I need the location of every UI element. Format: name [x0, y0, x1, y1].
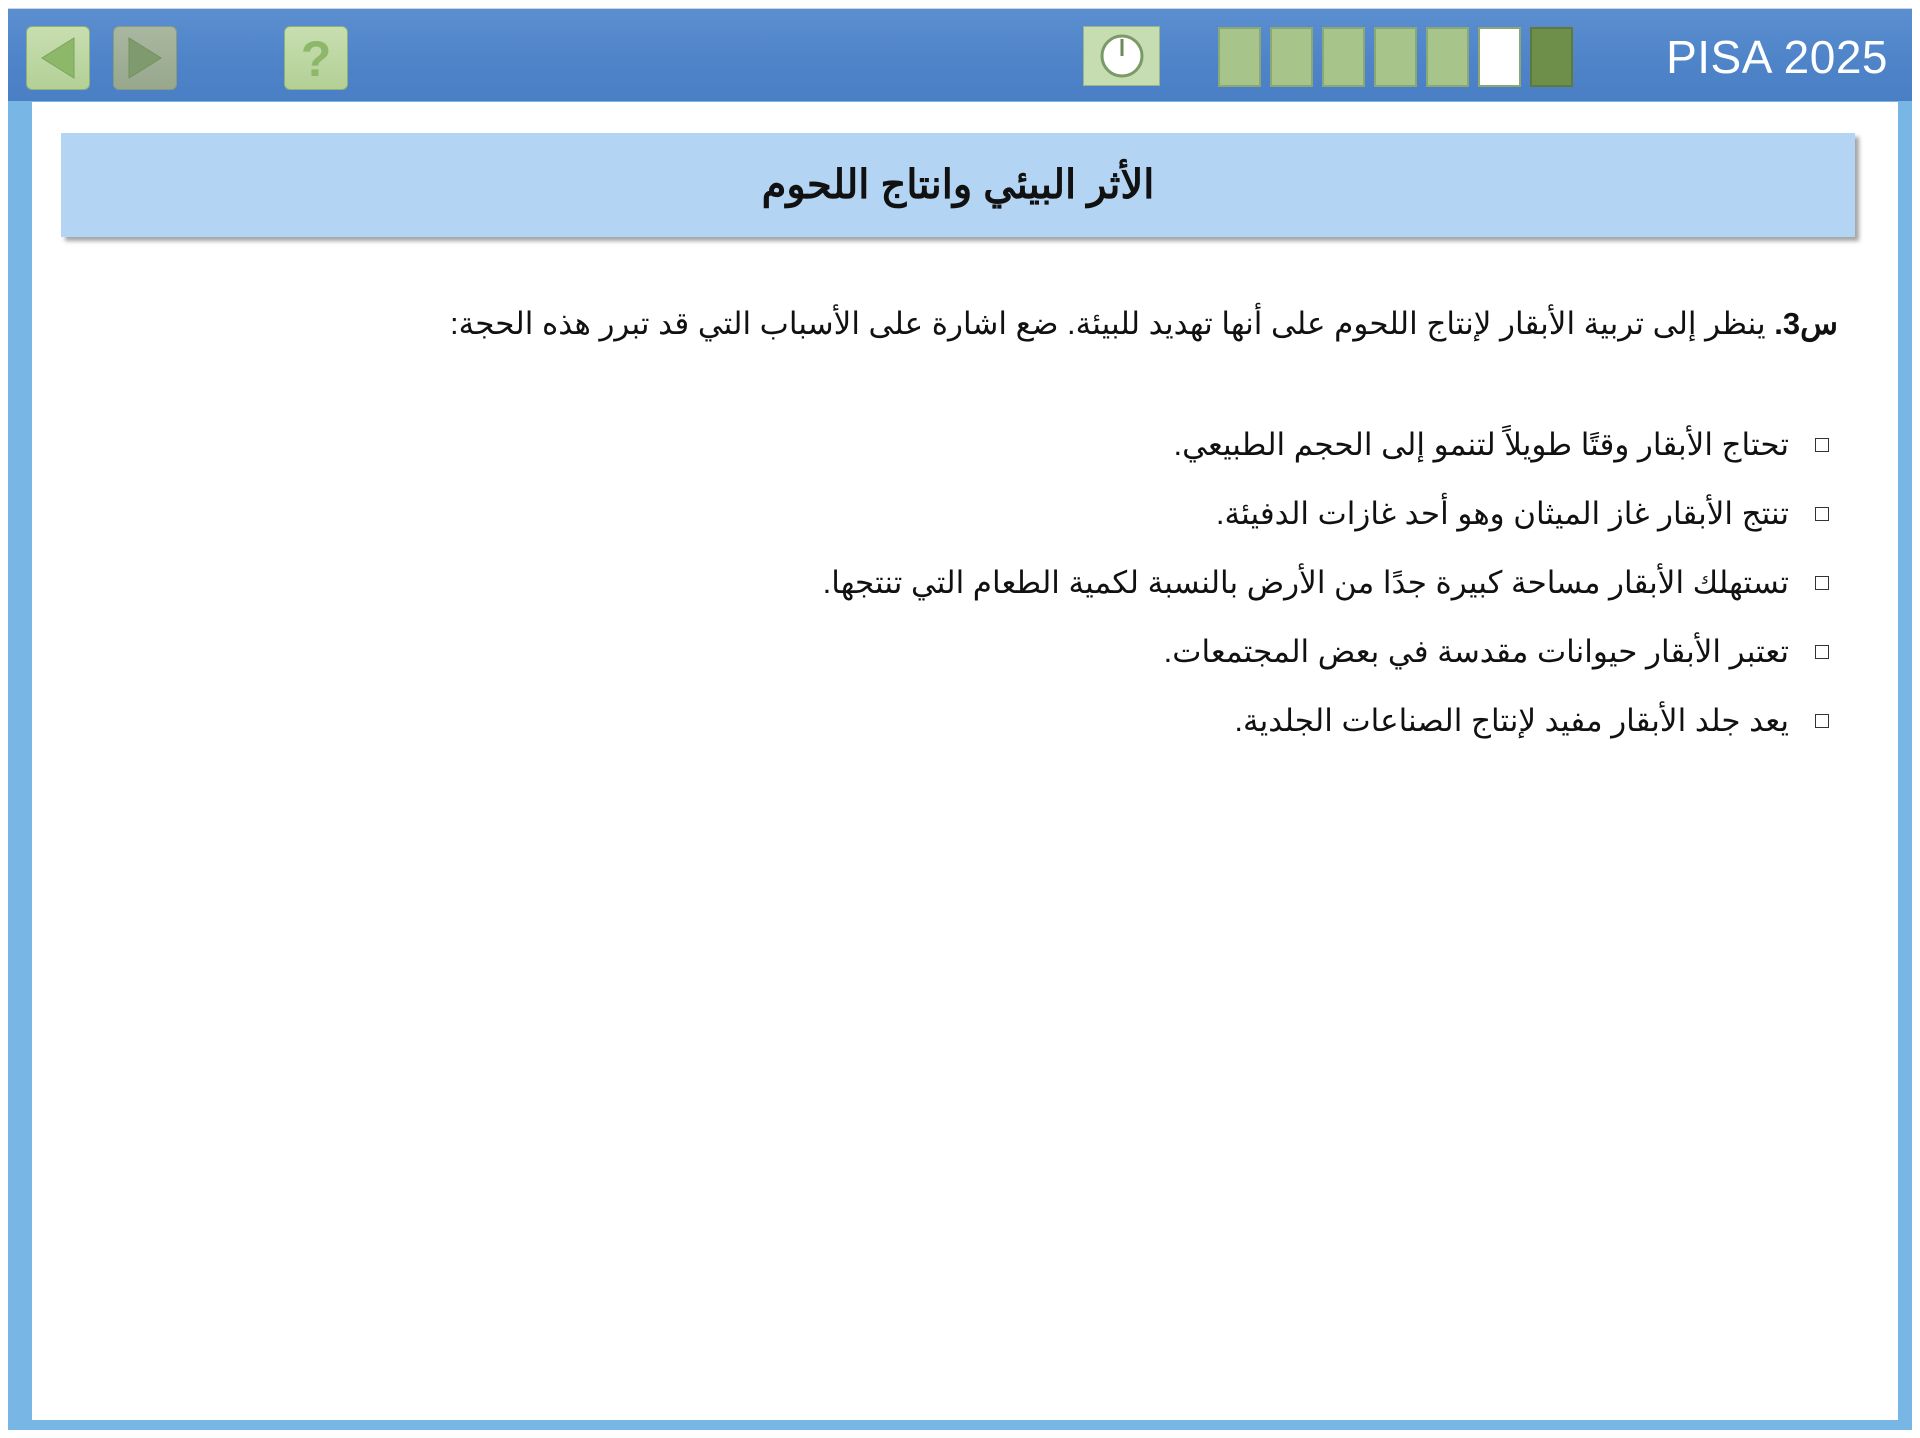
question-number: س3.	[1774, 306, 1838, 341]
checkbox[interactable]	[1815, 576, 1829, 590]
timer-button[interactable]	[1083, 26, 1160, 86]
answer-option[interactable]	[429, 410, 1829, 479]
answer-option-label: تستهلك الأبقار مساحة كبيرة جدًا من الأرض بالنسبة لكمية الطعام التي تنتجها.	[822, 564, 1789, 600]
answer-option[interactable]	[429, 617, 1829, 686]
checkbox[interactable]	[1815, 507, 1829, 521]
forward-button[interactable]	[113, 26, 177, 90]
progress-step-2	[1270, 27, 1313, 87]
back-button[interactable]	[26, 26, 90, 90]
triangle-left-icon	[36, 34, 80, 82]
answer-options	[429, 410, 1829, 755]
question-prompt	[238, 296, 1838, 352]
help-button[interactable]	[284, 26, 348, 90]
question-text: ينظر إلى تربية الأبقار لإنتاج اللحوم على أنها تهديد للبيئة. ضع اشارة على الأسباب التي قد تبرر هذه الحجة:	[450, 306, 1775, 341]
checkbox[interactable]	[1815, 645, 1829, 659]
answer-option-label: تحتاج الأبقار وقتًا طويلاً لتنمو إلى الحجم الطبيعي.	[1173, 426, 1789, 462]
answer-option-label: يعد جلد الأبقار مفيد لإنتاج الصناعات الجلدية.	[1234, 702, 1789, 738]
question-mark-icon: ?	[300, 31, 332, 87]
progress-step-6	[1478, 27, 1521, 87]
progress-step-5	[1426, 27, 1469, 87]
progress-step-4	[1374, 27, 1417, 87]
checkbox[interactable]	[1815, 714, 1829, 728]
clock-icon	[1099, 33, 1145, 79]
answer-option[interactable]	[429, 479, 1829, 548]
answer-option[interactable]	[429, 686, 1829, 755]
answer-option-label: تنتج الأبقار غاز الميثان وهو أحد غازات الدفيئة.	[1215, 495, 1789, 531]
answer-option[interactable]	[429, 548, 1829, 617]
progress-indicator	[1218, 27, 1573, 87]
checkbox[interactable]	[1815, 438, 1829, 452]
progress-step-7	[1530, 27, 1573, 87]
triangle-right-icon	[123, 34, 167, 82]
answer-option-label: تعتبر الأبقار حيوانات مقدسة في بعض المجتمعات.	[1163, 633, 1789, 669]
progress-step-1	[1218, 27, 1261, 87]
progress-step-3	[1322, 27, 1365, 87]
page-title-banner	[61, 133, 1855, 237]
brand-logo-text: PISA 2025	[1666, 31, 1888, 83]
page-title: الأثر البيئي وانتاج اللحوم	[761, 163, 1155, 207]
top-toolbar	[8, 9, 1912, 101]
